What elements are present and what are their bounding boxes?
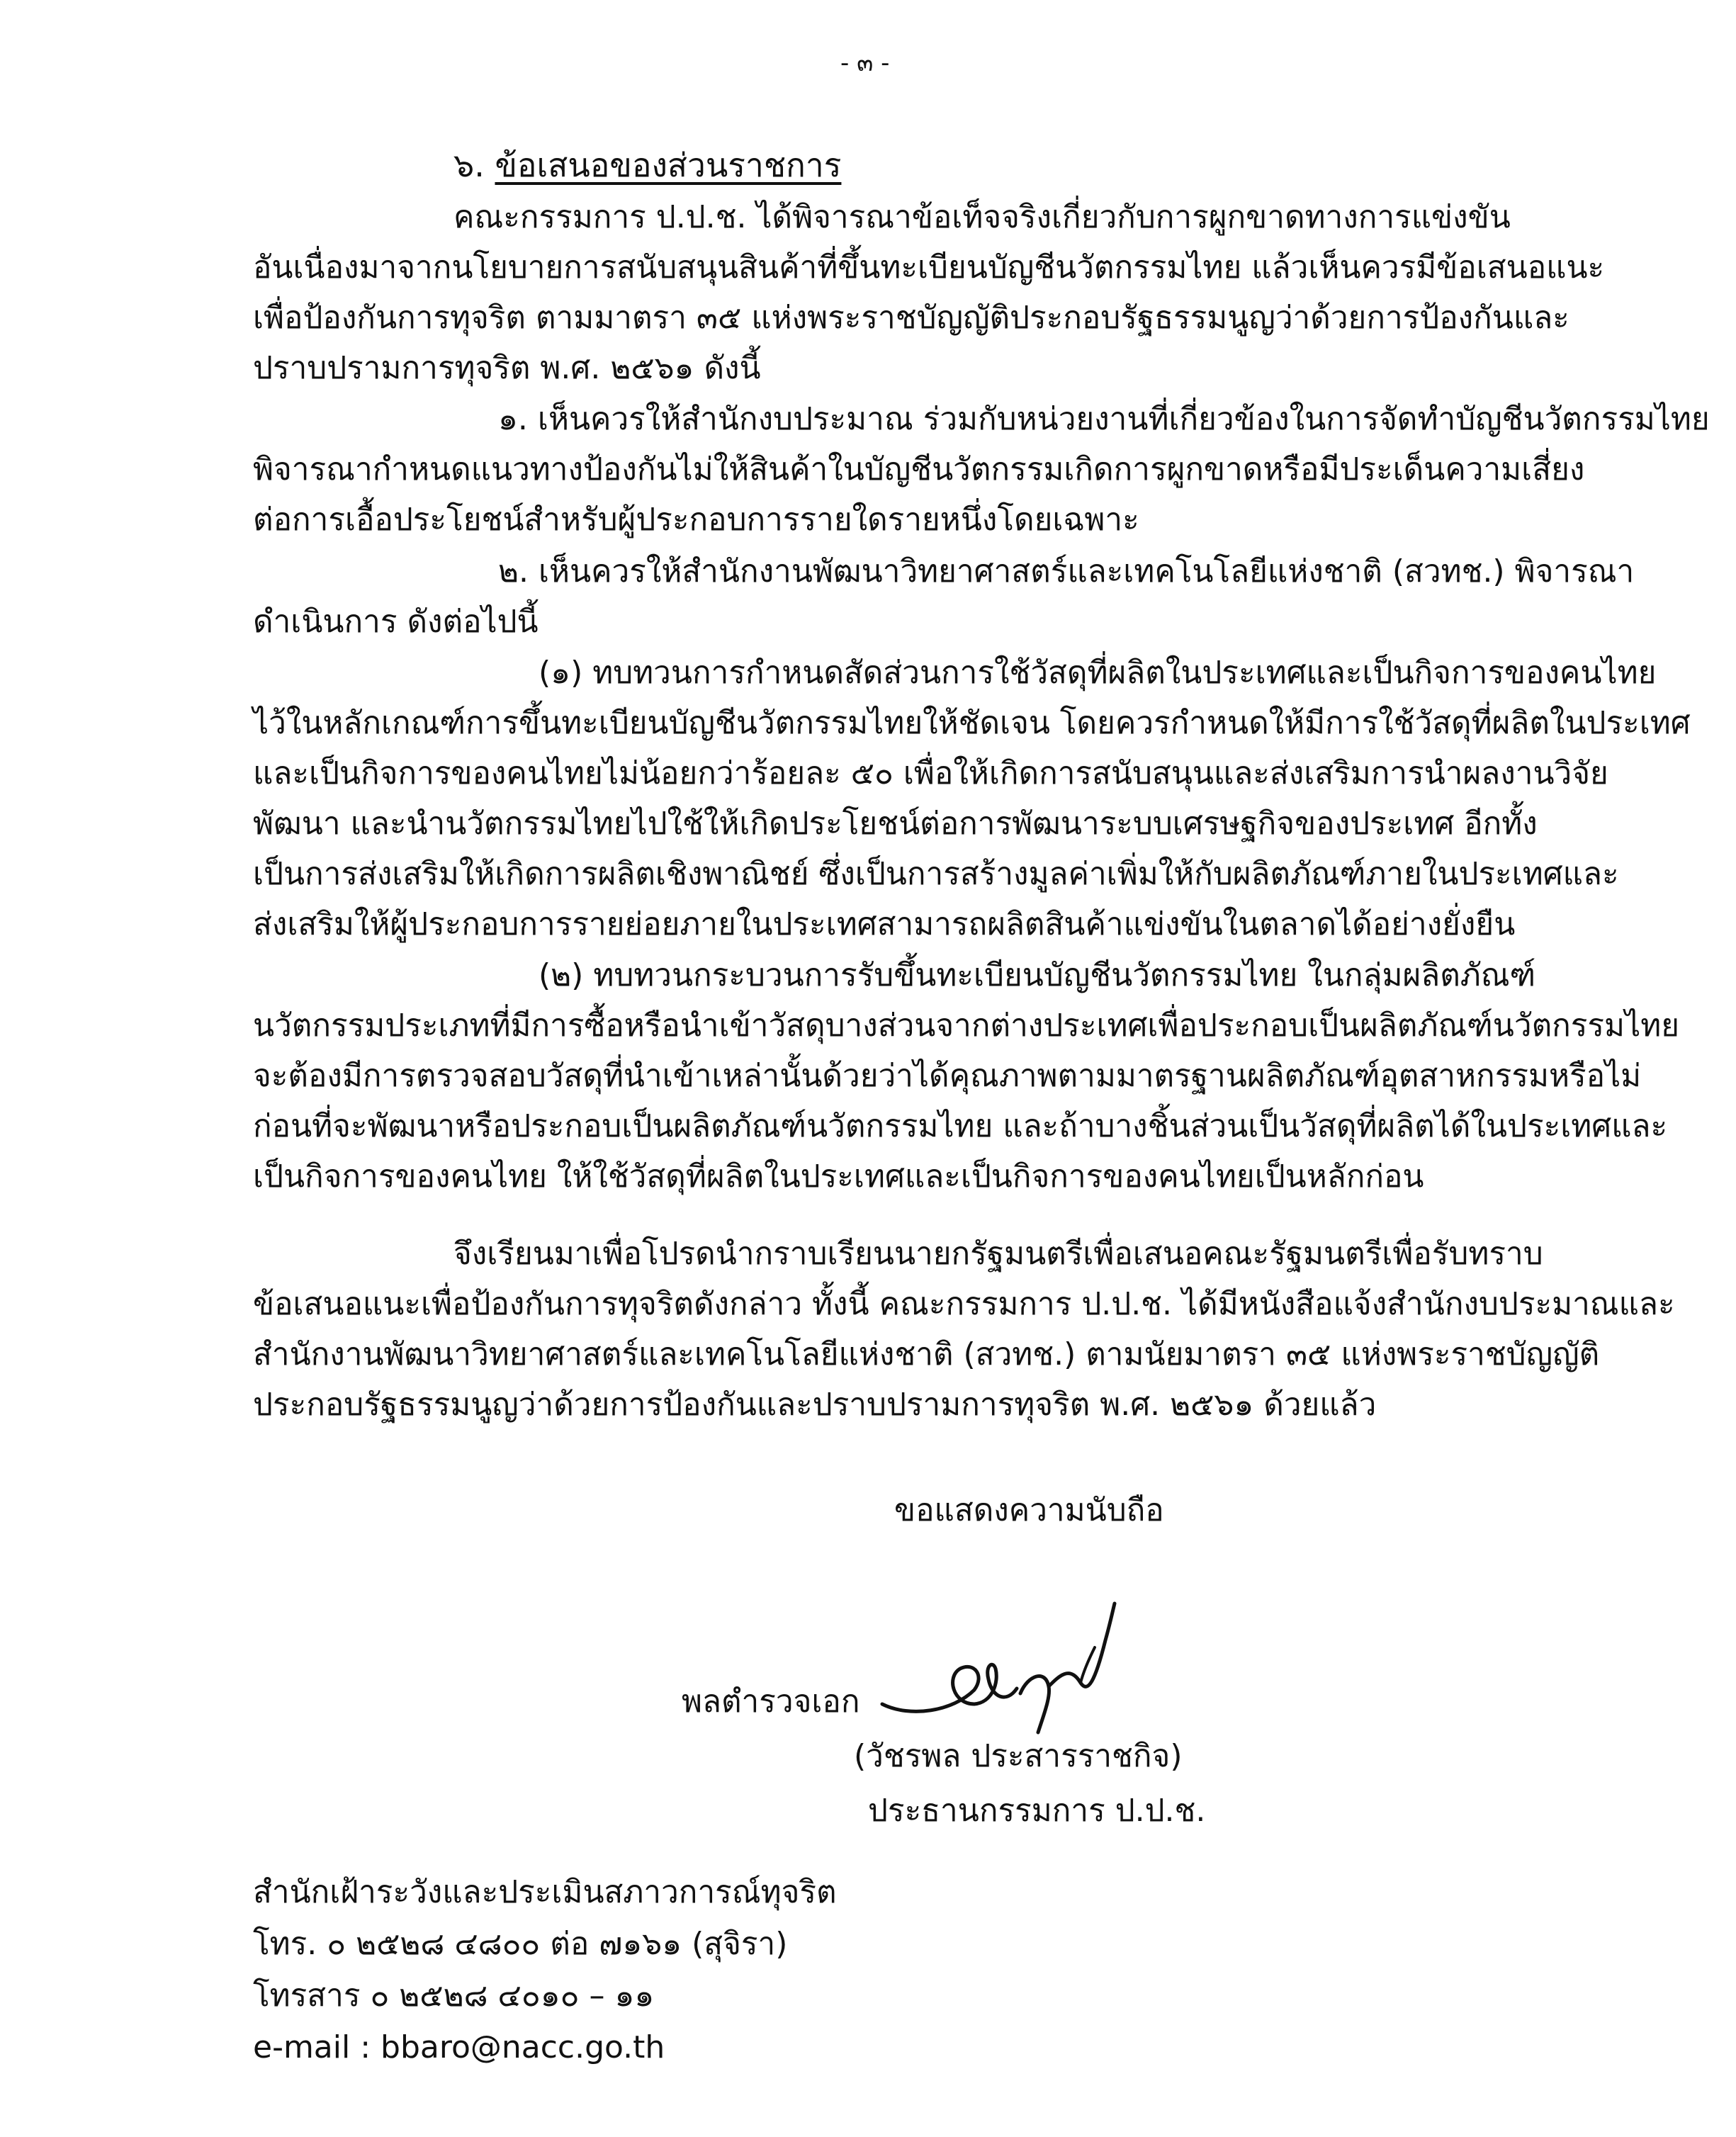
intro-line: คณะกรรมการ ป.ป.ช. ได้พิจารณาข้อเท็จจริงเกี่ยวกับการผูกขาดทางการแข่งขัน bbox=[453, 199, 1511, 235]
item1-line: ๑. เห็นควรให้สำนักงบประมาณ ร่วมกับหน่วยงานที่เกี่ยวข้องในการจัดทำบัญชีนวัตกรรมไทย bbox=[498, 401, 1710, 437]
section-heading bbox=[453, 146, 842, 184]
contact-email: e-mail : bbaro@nacc.go.th bbox=[253, 2029, 665, 2065]
item2-line: ดำเนินการ ดังต่อไปนี้ bbox=[253, 604, 539, 640]
item2-line: ๒. เห็นควรให้สำนักงานพัฒนาวิทยาศาสตร์และเทคโนโลยีแห่งชาติ (สวทช.) พิจารณา bbox=[498, 553, 1635, 590]
intro-line: ปราบปรามการทุจริต พ.ศ. ๒๕๖๑ ดังนี้ bbox=[253, 350, 761, 386]
section-number: ๖. bbox=[453, 146, 485, 184]
signatory-title: ประธานกรรมการ ป.ป.ช. bbox=[868, 1793, 1206, 1829]
handwritten-signature bbox=[868, 1598, 1123, 1740]
contact-office: สำนักเฝ้าระวังและประเมินสภาวการณ์ทุจริต bbox=[253, 1874, 837, 1910]
sub2-line: จะต้องมีการตรวจสอบวัสดุที่นำเข้าเหล่านั้นด้วยว่าได้คุณภาพตามมาตรฐานผลิตภัณฑ์อุตสาหกรรมหรือไม่ bbox=[253, 1058, 1642, 1094]
contact-fax: โทรสาร ๐ ๒๕๒๘ ๔๐๑๐ – ๑๑ bbox=[253, 1978, 655, 2014]
sub1-line: ไว้ในหลักเกณฑ์การขึ้นทะเบียนบัญชีนวัตกรรมไทยให้ชัดเจน โดยควรกำหนดให้มีการใช้วัสดุที่ผลิตในประเทศ bbox=[253, 705, 1691, 741]
sub2-line: ก่อนที่จะพัฒนาหรือประกอบเป็นผลิตภัณฑ์นวัตกรรมไทย และถ้าบางชิ้นส่วนเป็นวัสดุที่ผลิตได้ในประเทศและ bbox=[253, 1108, 1668, 1144]
page-number: - ๓ - bbox=[840, 49, 890, 77]
item1-line: ต่อการเอื้อประโยชน์สำหรับผู้ประกอบการรายใดรายหนึ่งโดยเฉพาะ bbox=[253, 502, 1139, 538]
sub2-line: นวัตกรรมประเภทที่มีการซื้อหรือนำเข้าวัสดุบางส่วนจากต่างประเทศเพื่อประกอบเป็นผลิตภัณฑ์นวัตกรรมไทย bbox=[253, 1008, 1679, 1044]
item1-line: พิจารณากำหนดแนวทางป้องกันไม่ให้สินค้าในบัญชีนวัตกรรมเกิดการผูกขาดหรือมีประเด็นความเสี่ยง bbox=[253, 451, 1585, 487]
closing-line: จึงเรียนมาเพื่อโปรดนำกราบเรียนนายกรัฐมนตรีเพื่อเสนอคณะรัฐมนตรีเพื่อรับทราบ bbox=[453, 1236, 1543, 1272]
sub1-line: ส่งเสริมให้ผู้ประกอบการรายย่อยภายในประเทศสามารถผลิตสินค้าแข่งขันในตลาดได้อย่างยั่งยืน bbox=[253, 906, 1516, 942]
contact-phone: โทร. ๐ ๒๕๒๘ ๔๘๐๐ ต่อ ๗๑๖๑ (สุจิรา) bbox=[253, 1926, 788, 1962]
closing-line: ข้อเสนอแนะเพื่อป้องกันการทุจริตดังกล่าว ทั้งนี้ คณะกรรมการ ป.ป.ช. ได้มีหนังสือแจ้งสำนักงบประมาณและ bbox=[253, 1286, 1675, 1322]
signatory-name: (วัชรพล ประสารราชกิจ) bbox=[854, 1738, 1183, 1774]
sub1-line: เป็นการส่งเสริมให้เกิดการผลิตเชิงพาณิชย์ ซึ่งเป็นการสร้างมูลค่าเพิ่มให้กับผลิตภัณฑ์ภายในประเทศและ bbox=[253, 856, 1619, 892]
signature-greeting: ขอแสดงความนับถือ bbox=[894, 1492, 1164, 1528]
section-title: ข้อเสนอของส่วนราชการ bbox=[495, 146, 842, 184]
sub2-line: เป็นกิจการของคนไทย ให้ใช้วัสดุที่ผลิตในประเทศและเป็นกิจการของคนไทยเป็นหลักก่อน bbox=[253, 1158, 1424, 1195]
signature-rank: พลตำรวจเอก bbox=[682, 1684, 860, 1720]
sub1-line: และเป็นกิจการของคนไทยไม่น้อยกว่าร้อยละ ๕๐ เพื่อให้เกิดการสนับสนุนและส่งเสริมการนำผลงานวิจัย bbox=[253, 755, 1608, 791]
closing-line: ประกอบรัฐธรรมนูญว่าด้วยการป้องกันและปราบปรามการทุจริต พ.ศ. ๒๕๖๑ ด้วยแล้ว bbox=[253, 1387, 1377, 1423]
intro-line: เพื่อป้องกันการทุจริต ตามมาตรา ๓๕ แห่งพระราชบัญญัติประกอบรัฐธรรมนูญว่าด้วยการป้องกันและ bbox=[253, 300, 1569, 336]
sub1-line: พัฒนา และนำนวัตกรรมไทยไปใช้ให้เกิดประโยชน์ต่อการพัฒนาระบบเศรษฐกิจของประเทศ อีกทั้ง bbox=[253, 806, 1538, 842]
closing-line: สำนักงานพัฒนาวิทยาศาสตร์และเทคโนโลยีแห่งชาติ (สวทช.) ตามนัยมาตรา ๓๕ แห่งพระราชบัญญัติ bbox=[253, 1336, 1600, 1372]
sub2-line: (๒) ทบทวนกระบวนการรับขึ้นทะเบียนบัญชีนวัตกรรมไทย ในกลุ่มผลิตภัณฑ์ bbox=[539, 957, 1536, 993]
sub1-line: (๑) ทบทวนการกำหนดสัดส่วนการใช้วัสดุที่ผลิตในประเทศและเป็นกิจการของคนไทย bbox=[539, 655, 1657, 691]
intro-line: อันเนื่องมาจากนโยบายการสนับสนุนสินค้าที่ขึ้นทะเบียนบัญชีนวัตกรรมไทย แล้วเห็นควรมีข้อเสนอแนะ bbox=[253, 249, 1605, 286]
